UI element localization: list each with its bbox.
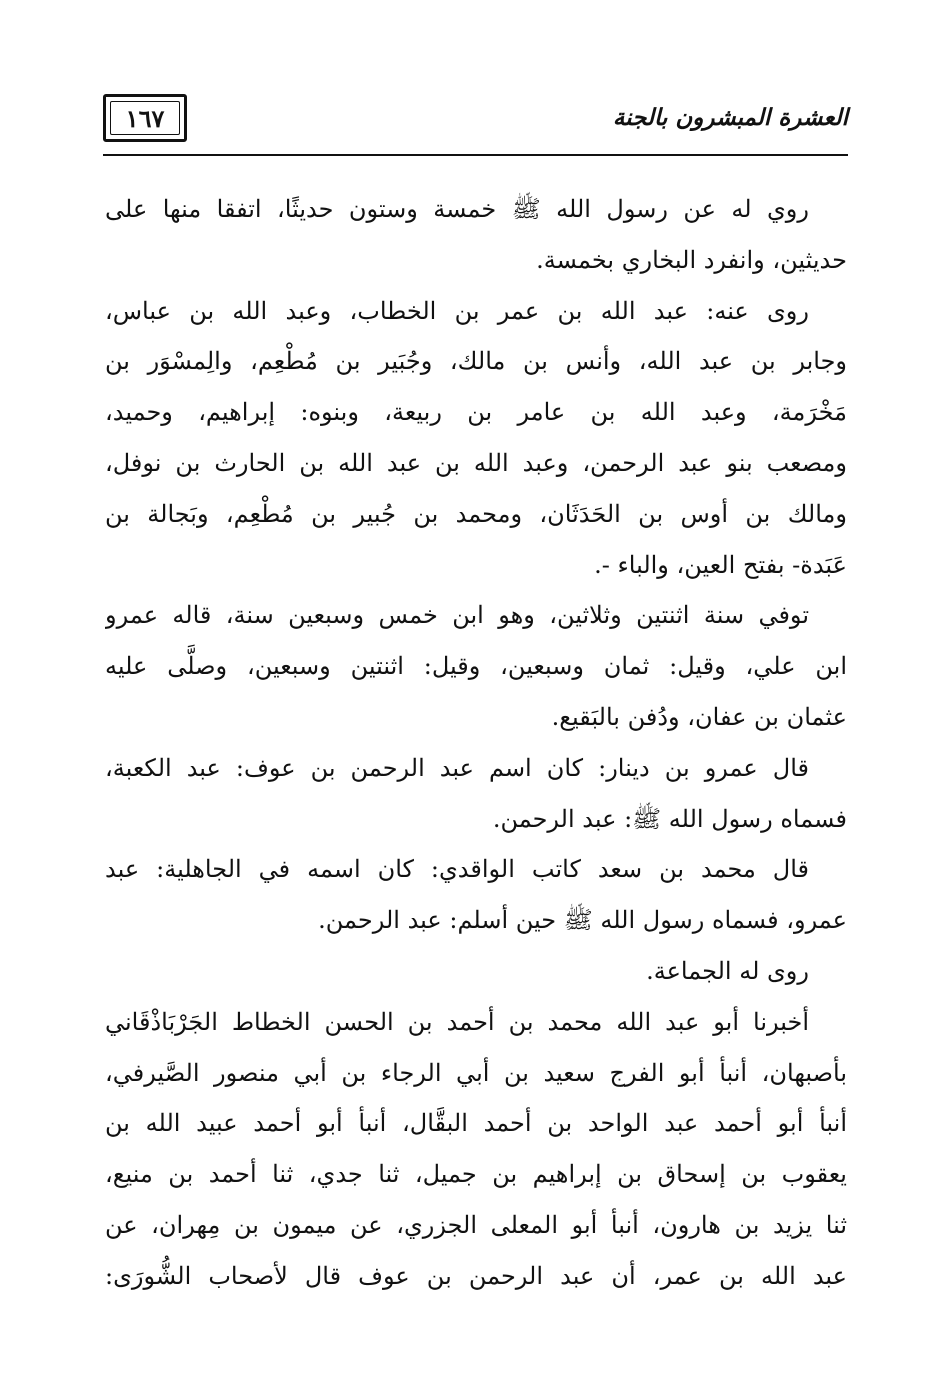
text-line: أنبأ أبو أحمد عبد الواحد بن أحمد البقَّال، أنبأ أبو أحمد عبيد الله بن bbox=[105, 1109, 847, 1138]
text-line: عمرو، فسماه رسول الله ﷺ حين أسلم: عبد الرحمن. bbox=[318, 906, 847, 935]
text-line: وجابر بن عبد الله، وأنس بن مالك، وجُبَير بن مُطْعِم، والِمسْوَر بن bbox=[105, 347, 847, 376]
text-line: عبد الله بن عمر، أن عبد الرحمن بن عوف قال لأصحاب الشُّورَى: bbox=[105, 1261, 847, 1290]
text-line: ابن علي، وقيل: ثمان وسبعين، وقيل: اثنتين وسبعين، وصلَّى عليه bbox=[105, 652, 847, 681]
text-line: حديثين، وانفرد البخاري بخمسة. bbox=[536, 245, 847, 274]
page-body bbox=[105, 184, 847, 1302]
text-line: روي له عن رسول الله ﷺ خمسة وستون حديثًا، اتفقا منها على bbox=[105, 195, 809, 223]
text-line: ومالك بن أوس بن الحَدَثَان، ومحمد بن جُبير بن مُطْعِم، وبَجالة بن bbox=[105, 499, 847, 528]
text-line: بأصبهان، أنبأ أبو الفرج سعيد بن أبي الرجاء بن أبي منصور الصَّيرفي، bbox=[105, 1058, 847, 1087]
text-line: روى له الجماعة. bbox=[646, 956, 809, 985]
paragraph-amr-bin-dinar bbox=[105, 743, 847, 845]
paragraph-jamaa bbox=[105, 946, 847, 997]
text-line: مَخْرَمة، وعبد الله بن عامر بن ربيعة، وبنوه: إبراهيم، وحميد، bbox=[105, 398, 847, 427]
header-divider bbox=[103, 154, 848, 156]
text-line: توفي سنة اثنتين وثلاثين، وهو ابن خمس وسبعين سنة، قاله عمرو bbox=[105, 601, 809, 630]
paragraph-narrators bbox=[105, 286, 847, 591]
text-line: ثنا يزيد بن هارون، أنبأ أبو المعلى الجزري، عن ميمون بن مِهران، عن bbox=[105, 1210, 847, 1239]
text-line: قال محمد بن سعد كاتب الواقدي: كان اسمه في الجاهلية: عبد bbox=[105, 855, 809, 884]
page-header bbox=[103, 88, 848, 156]
text-line: عَبَدة- بفتح العين، والباء -. bbox=[594, 550, 847, 579]
running-title: العشرة المبشرون بالجنة bbox=[612, 104, 848, 131]
page-number: ١٦٧ bbox=[103, 94, 187, 142]
paragraph-death bbox=[105, 590, 847, 742]
paragraph-ibn-saad bbox=[105, 844, 847, 946]
text-line: روى عنه: عبد الله بن عمر بن الخطاب، وعبد الله بن عباس، bbox=[105, 296, 809, 325]
paragraph-hadith-count bbox=[105, 184, 847, 286]
text-line: عثمان بن عفان، ودُفن بالبَقيع. bbox=[551, 702, 847, 731]
text-line: قال عمرو بن دينار: كان اسم عبد الرحمن بن عوف: عبد الكعبة، bbox=[105, 753, 809, 782]
text-line: يعقوب بن إسحاق بن إبراهيم بن جميل، ثنا جدي، ثنا أحمد بن منيع، bbox=[105, 1160, 847, 1189]
text-line: فسماه رسول الله ﷺ: عبد الرحمن. bbox=[492, 804, 847, 833]
text-line: أخبرنا أبو عبد الله محمد بن أحمد بن الحسن الخطاط الجَرْبَاذْقَاني bbox=[105, 1007, 809, 1036]
paragraph-isnad bbox=[105, 997, 847, 1302]
text-line: ومصعب بنو عبد الرحمن، وعبد الله بن عبد الله بن الحارث بن نوفل، bbox=[105, 448, 847, 477]
